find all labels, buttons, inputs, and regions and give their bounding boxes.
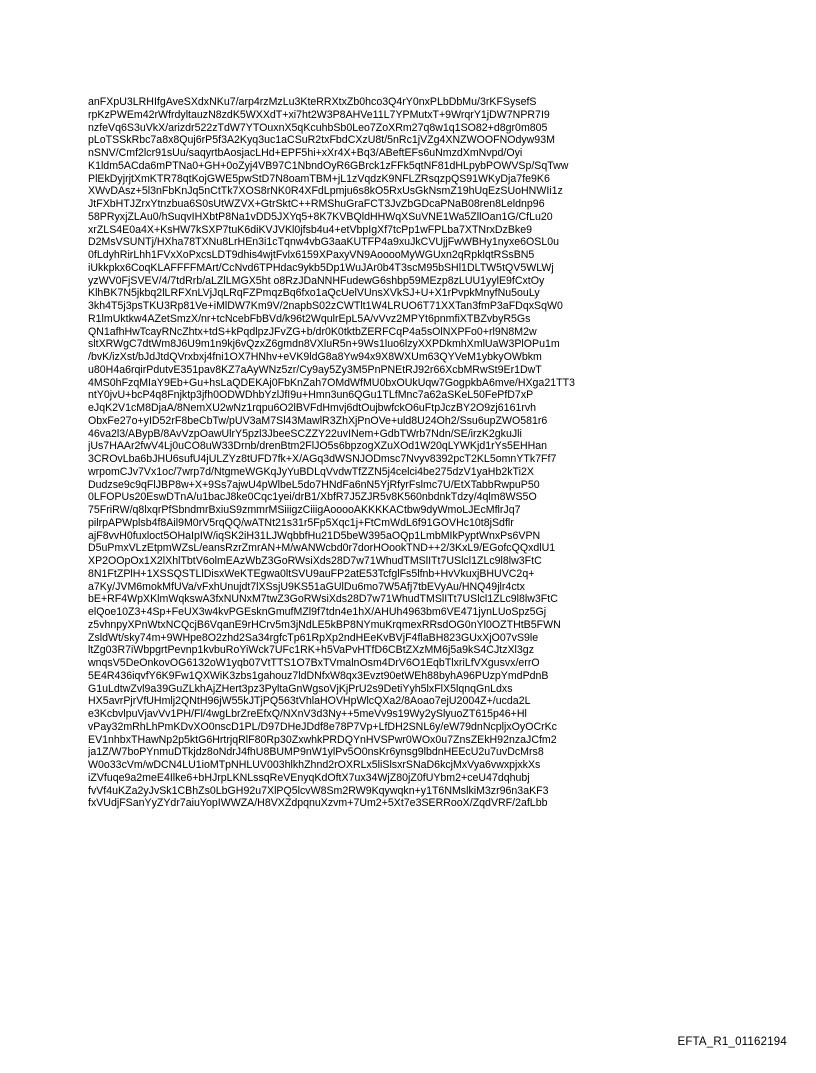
text-line: HX5avrPjrVfUHmlj2QNtH96jW55kJTjPQ563tVhlaHOVHpWlcQXa2/8Aoao7ejU2004Z+/ucda2L [88, 695, 531, 708]
text-line: wrpomCJv7Vx1oc/7wrp7d/NtgmeWGKqJyYuBDLqVvdwTfZZN5j4celci4be275dzV1yaHb2kTi2X [88, 465, 534, 478]
text-line: 5E4R436iqvfY6K9Fw1QXWiK3zbs1gahouz7ldDNfxW8qx3Evzt90etWEh88byhA96PUzpYmdPdnB [88, 669, 549, 682]
text-line: fvVf4uKZa2yJvSk1CBhZs0LbGH92u7XlPQ5lcvW8Sm2RW9Kqywqkn+y1T6NMslkiM3zr96n3aKF3 [88, 784, 549, 797]
text-line: yzWV0FjSVEV/4/7tdRrb/aLZlLMGX5ht o8RzJDaNNHFudewG6shbp59MEzp8zLUU1yylE9fCxtOy [88, 274, 545, 287]
text-line: ntY0jvU+bcP4q8Fnjktp3jfh0ODWDhbYzlJfI9u+Hmn3un6QGu1TLfMnc7a62aSKeL50FePfD7xP [88, 389, 534, 402]
text-line: nzfeVq6S3uVkX/arizdr522zTdW7YTOuxnX5qKcuhbSb0Leo7ZoXRm27q8w1q1SO82+d8gr0m805 [88, 121, 548, 134]
text-line: u80H4a6rqirPdutvE351pav8KZ7aAyWNz5zr/Cy9ay5Zy3M5PnPNEtRJ92r66XcbMRwSt9Er1DwT [88, 363, 542, 376]
text-line: fxVUdjFSanYyZYdr7aiuYopIWWZA/H8VXZdpqnuXzvm+7Um2+5Xt7e3SERRooX/ZqdVRF/2afLbb [88, 797, 548, 810]
text-line: PlEkDyjrjtXmKTR78qtKojGWE5pwStD7N8oamTBM+jL1zVqdzK9NFLZRsqzpQS91WKyDja7fe9K6 [88, 172, 550, 185]
text-line: KlhBK7N5jkbq2lLRFXnLVjJqLRqFZPmqzBq6fxo1aQcUelVUnsXVkSJ+U+X1rPvpkMnyfNu5ouLy [88, 287, 540, 300]
text-line: K1ldm5ACda6mPTNa0+GH+0oZyj4VB97C1NbndOyR6GBrck1zFFk5qtNF81dHLpybPOWVSp/SqTww [88, 159, 569, 172]
text-line: eJqK2V1cM8DjaA/8NemXU2wNz1rqpu6O2lBVFdHmvj6dtOujbwfckO6uFtpJczBY2O9zj6161rvh [88, 402, 537, 414]
text-line: xrZLS4E0a4X+KsHW7kSXP7tuK6diKVJVKl0jfsb4u4+etVbpIgXf7tcPp1wFPLba7XTNrxDzBke9 [88, 223, 532, 236]
text-line: rpKzPWEm42rWfrdyltauzN8zdK5WXXdT+xi7ht2W3P8AHVe11L7YPMutxT+9WrqrY1jDW7NPR7I9 [88, 108, 550, 121]
text-line: 58PRyxjZLAu0/hSuqvIHXbtP8Na1vDD5JXYq5+8K7KVBQldHHWqXSuVNE1Wa5ZllOan1G/CfLu20 [88, 210, 553, 223]
text-line: sltXRWgC7dtWm8J6U9m1n9kj6vQzxZ6gmdn8VXluR5n+9Ws1luo6lzyXXPDkmhXmlUaW3PlOPu1m [88, 338, 560, 351]
text-line: 3CROvLba6bJHU6sufU4jULZYz8tUFD7fk+X/AGq3dWSNJODmsc7Nvyv8392pcT2KL5omnYTk7Ff7 [88, 453, 557, 465]
text-line: jUs7HAAr2fwV4Lj0uCO8uW33Drnb/drenBtm2FlJO5s6bpzogXZuXOd1W20qLYWKjd1rYs5EHHan [88, 440, 548, 453]
text-line: 0fLdyhRirLhh1FVxXoPxcsLDT9dhis4wjtFvlx6159XPaxyVN9AooooMyWGUxn2qRpklqtRSsBN5 [88, 249, 535, 261]
text-line: e3KcbvlpuVjavVv1PH/Fl/4wgLbrZreEfxQ/NXnV3d3Ny++5meVv9s19Wy2ySlyuoZT615p46+Hl [88, 708, 527, 720]
text-line: anFXpU3LRHIfgAveSXdxNKu7/arp4rzMzLu3KteRRXtxZb0hco3Q4rY0nxPLbDbMu/3rKFSysefS [88, 96, 537, 108]
text-line: XP2OOpOx1X2lXhlTbtV6olmEAzWbZ3GoRWsiXds28D7w71WhudTMSlITt7USlcl1ZLc9l8lw3FtC [88, 555, 542, 567]
text-line: QN1afhHwTcayRNcZhtx+tdS+kPqdlpzJFvZG+b/dr0K0tktbZERFCqP4a5sOlNXPFo0+rl9N8M2w [88, 325, 537, 338]
text-line: vPay32mRhLhPmKDvXO0nscD1PL/D97DHeJDdf8e78P7Vp+LfDH2SNL6y/eW79dnNcpljxOyOCrKc [88, 720, 557, 733]
text-line: ObxFe27o+yID52rF8beCbTw/pUV3aM7Sl43MawlR3ZhXjPnOVe+uld8U24Oh2/Ssu6upZWO581r6 [88, 414, 548, 427]
text-line: XWvDAsz+5l3nFbKnJq5nCtTk7XOS8rNK0R4XFdLpmju6s8kO5RxUsGkNsmZ19hUqEzSUoHNWIi1z [88, 185, 563, 198]
text-line: ltZg03R7iWbpgrtPevnp1kvbuRoYiWck7UFc1RK+h5VaPvHTfD6CBtZXzMM6j5a9kS4CJtzXl3gz [88, 644, 534, 657]
text-line: /bvK/izXst/bJdJtdQVrxbxj4fni1OX7HNhv+eVK9ldG8a8Yw94x9X8WXUm63QYVeM1ybkyOWbkm [88, 351, 542, 363]
text-line: W0o33cVm/wDCN4LU1ioMTpNHLUV003hlkhZhnd2rOXRLx5liSlsxrSNaD6kcjMxVya6vwxpjxkXs [88, 759, 541, 771]
text-line: 75FriRW/q8lxqrPfSbndmrBxiuS9zmmrMSiiigzCiiigAooooAKKKKACtbw9dyWmoLJEcMflrJq7 [88, 504, 521, 516]
text-line: JtFXbHTJZrxYtnzbua6S0sUtWZVX+GtrSktC++RMShuGraFCT3JvZbGDcaPNaB08ren8Leldnp96 [88, 198, 545, 210]
text-line: R1lmUktkw4AZetSmzX/nr+tcNcebFbBVd/k96t2WqulrEpL5A/vVvz2MPYt6pnmfiXTBZvbyR5Gs [88, 312, 531, 325]
text-line: iUkkpkx6CoqKLAFFFFMArt/CcNvd6TPHdac9ykb5Dp1WuJAr0b4T3scM95bSHl1DLTW5tQV5WLWj [88, 261, 554, 274]
text-line: z5vhnpyXPnWtxNCQcjB6VqanE9rHCrv5m3jNdLE5kBP8NYmuKrqmexRRsdOG0nYl0OZTHtB5FWN [88, 618, 561, 631]
text-line: ZsldWt/sky74m+9WHpe8O2zhd2Sa34rgfcTp61RpXp2ndHEeKvBVjF4flaBH823GUxXjO07vS9le [88, 631, 539, 644]
text-line: pLoTSSkRbc7a8x8Quj6rP5f3A2Kyq3uc1aCSuR2txFbdCXzU8t/5nRc1jVZg4XNZWOOFNOdyw93M [88, 134, 555, 147]
text-line: 3kh4T5j3psTKU3Rp81Ve+iMlDW7Km9V/2napbS02zCWTlt1W4LRUO6T71XXTan3fmP3aFDqxSqW0 [88, 300, 563, 312]
text-line: D5uPmxVLzEtpmWZsL/eansRzrZmrAN+M/wANWcbd0r7dorHOookTND++2/3KxL9/EGofcQQxdlU1 [88, 542, 556, 555]
text-line: G1uLdtwZvl9a39GuZLkhAjZHert3pz3PyltaGnWgsoVjKjPrU2s9DetiYyh5lxFlX5lqnqGnLdxs [88, 682, 513, 695]
text-line: ja1Z/W7boPYnmuDTkjdz8oNdrJ4fhU8BUMP9nW1ylPv5O0nsKr6ynsg9lbdnHEEcU2u7uvDcMrs8 [88, 746, 544, 759]
text-line: iZVfuqe9a2meE4Ilke6+bHJrpLKNLssqReVEnyqKdOftX7ux34WjZ80jZ0fUYbm2+ceU47dqhubj [88, 771, 530, 784]
text-line: EV1nhbxTHawNp2p5ktG6HrtrjqRlF80Rp30ZxwhkPRDQYnHVSPwr0WOx0u7ZnsZEkH92nzaJCfm2 [88, 733, 557, 746]
text-line: nSNV/Cmf2lcr91sUu/saqyrtbAosjacLHd+EPF5hi+xXr4X+Bq3/ABeftEFs6uNmzdXmNvpd/Oyi [88, 147, 523, 159]
text-line: 0LFOPUs20EswDTnA/u1bacJ8ke0Cqc1yei/drB1/XbfR7J5ZJR5v8K560nbdnkTdzy/4qlm8WS5O [88, 491, 537, 504]
text-line: Dudzse9c9qFlJBP8w+X+9Ss7ajwU4pWlbeL5do7HNdFa6nN5YjRfyrFslmc7U/EtXTabbRwpuP50 [88, 478, 540, 491]
text-line: pilrpAPWplsb4f8Ail9M0rV5rqQQ/wATNt21s31r5Fp5Xqc1j+FtCmWdL6f91GOVHc10t8jSdflr [88, 516, 514, 529]
text-line: ajF8vvH0fuxloct5OHaIpIW/iqSK2iH31LJWqbbfHu21D5beW395aOQp1LmbMIkPyptWnxPs6VPN [88, 529, 541, 542]
text-line: 8N1FtZPlH+1XSSQSTLlDisxWeKTEgwa0ltSVU9auFP2atE53TcfglFs5lfnb+HvVkuxjBHUVC2q+ [88, 567, 535, 580]
document-id-footer: EFTA_R1_01162194 [677, 1036, 787, 1048]
text-line: elQoe10Z3+4Sp+FeUX3w4kvPGEsknGmufMZl9f7tdn4e1hX/AHUh4963bm6VE471jynLUoSpz5Gj [88, 606, 547, 618]
text-line: 46va2l3/ABypB/8AvVzpOawUlrY5pzl3JbeeSCZZY22uvINem+GdbTWrb7Ndn/SE/irzK2gkuJli [88, 427, 522, 440]
document-body-text [88, 96, 778, 810]
text-line: bE+RF4WpXKlmWqkswA3fxNUNxM7twZ3GoRWsiXds28D7w71WhudTMSlITt7USlcl1ZLc9l8lw3FtC [88, 593, 558, 606]
text-line: wnqsV5DeOnkovOG6132oW1yqb07VtTTS1O7BxTVmalnOsm4DrV6O1EqbTlxriLfVXgusvx/errO [88, 657, 540, 669]
text-line: 4MS0hFzqMIaY9Eb+Gu+hsLaQDEKAj0FbKnZah7OMdWfMU0bxOUkUqw7GogpkbA6mve/HXga21TT3 [88, 376, 575, 389]
text-line: a7Ky/JVM6mokMfUVa/vFxhUnujdt7lXSsjU9KS51aGUlDu6mo7W5Afj7tbEVyAu/HNQ49jlr4ctx [88, 580, 525, 593]
text-line: D2MsVSUNTj/HXha78TXNu8LrHEn3i1cTqnw4vbG3aaKUTFP4a9xuJkCVUjjFwWBHy1nyxe6OSL0u [88, 236, 560, 249]
